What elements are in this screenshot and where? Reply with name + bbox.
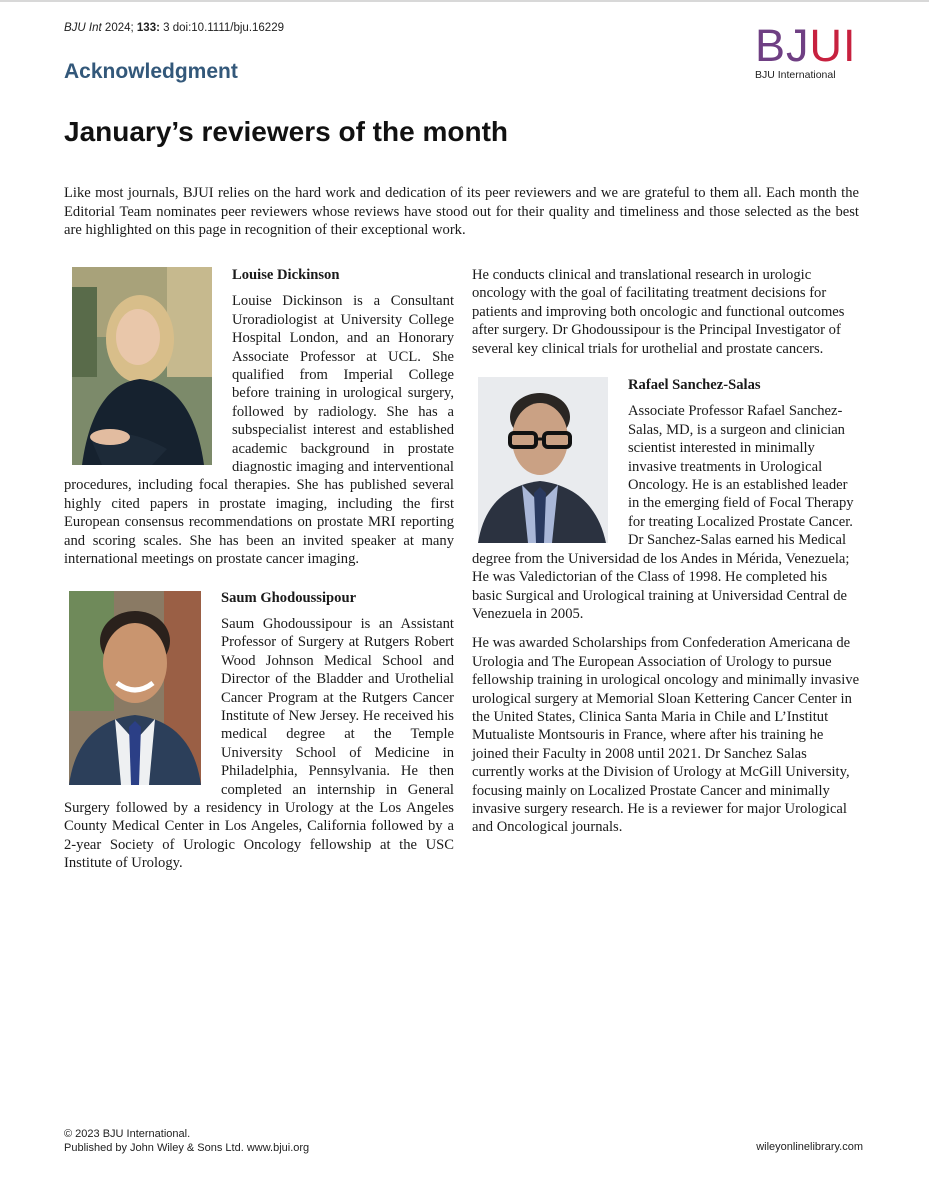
reviewer-photo-ghodoussipour — [69, 591, 201, 785]
reviewer-name: Rafael Sanchez-Salas — [628, 377, 761, 394]
footer-copyright — [64, 1127, 309, 1155]
reviewer-photo-sanchez-salas — [478, 377, 608, 543]
citation-volume: 133: — [136, 22, 160, 34]
journal-abbr: BJU Int — [64, 22, 102, 34]
reviewer-bio: Louise Dickinson is a Consultant Uroradiologist at University College Hospital London, and an Honorary Associate Professor at UCL. She qualified from Imperial College before training in urological surgery, followed by radiology. She has a subspecialist interest and established academic background in prostate diagnostic imaging and interventional procedures, including focal therapies. She has published several highly cited papers in prostate imaging, including the first European consensus recommendations on prostate MRI reporting and scoring scales. She has been an invited speaker at many international meetings on prostate cancer imaging. — [64, 293, 454, 568]
bjui-logo-mark: BJUI — [755, 20, 857, 71]
citation-year: 2024; — [104, 22, 134, 34]
bjui-logo-subtitle: BJU International — [755, 69, 836, 81]
section-label: Acknowledgment — [64, 60, 238, 83]
bjui-logo — [755, 22, 865, 82]
left-column — [64, 266, 454, 873]
reviewer-entry-sanchez-salas — [472, 376, 860, 837]
reviewer-bio-part-2: He was awarded Scholarships from Confederation Americana de Urologia and The European Association of Urology to pursue fellowship training in urological oncology and minimally invasive urological surgery at Memorial Sloan Kettering Cancer Center in the United States, Clinica Santa Maria in Chile and L’Institut Mutualiste Montsouris in France, where after his training he joined their Faculty in 2008 until 2021. Dr Sanchez Salas currently works at the Division of Urology at McGill University, focusing mainly on Localized Prostate Cancer and minimally invasive surgery research. He is a reviewer for major Urological and Oncological journals. — [472, 635, 860, 836]
reviewer-bio: Saum Ghodoussipour is an Assistant Professor of Surgery at Rutgers Robert Wood Johnson Medical School and Director of the Bladder and Urothelial Cancer Program at the Rutgers Cancer Institute of New Jersey. He received his medical degree at the Temple University School of Medicine in Philadelphia, Pennsylvania. He then completed an internship in General Surgery followed by a residency in Urology at the Los Angeles County Medical Center in Los Angeles, California followed by a 2-year Society of Urologic Oncology fellowship at the USC Institute of Urology. — [64, 615, 454, 872]
reviewer-name: Louise Dickinson — [232, 267, 340, 283]
reviewer-entry-dickinson — [64, 266, 454, 569]
reviewer-name: Saum Ghodoussipour — [221, 589, 357, 606]
page-title: January’s reviewers of the month — [64, 116, 508, 147]
right-column — [472, 266, 860, 837]
reviewer-bio-continued: He conducts clinical and translational research in urologic oncology with the goal of facilitating treatment decisions for patients and improving both oncologic and functional outcomes after surgery. Dr Ghodoussipour is the Principal Investigator of several key clinical trials for urothelial and prostate cancers. — [472, 267, 845, 357]
intro-paragraph: Like most journals, BJUI relies on the hard work and dedication of its peer reviewers and we are grateful to them all. Each month the Editorial Team nominates peer reviewers whose reviews have stood out for their quality and timeliness and those selected as the best are highlighted on this page in recognition of their exceptional work. — [64, 185, 859, 239]
copyright-text: © 2023 BJU International. — [64, 1128, 191, 1140]
reviewer-bio: Associate Professor Rafael Sanchez-Salas, MD, is a surgeon and clinician scientist interested in minimally invasive treatments in Urological Oncology. He is an established leader in the emerging field of Focal Therapy for treating Localized Prostate Cancer. Dr Sanchez-Salas earned his Medical degree from the Universidad de los Andes in Mérida, Venezuela; He was Valedictorian of the Class of 1998. He completed his basic Surgical and Urological training at Universidad Central de Venezuela in 2005. — [472, 403, 854, 622]
reviewer-entry-ghodoussipour — [64, 589, 454, 873]
citation-doi: 3 doi:10.1111/bju.16229 — [163, 22, 284, 34]
citation-line — [64, 22, 284, 34]
publisher-text: Published by John Wiley & Sons Ltd. www.bjui.org — [64, 1142, 310, 1154]
reviewer-photo-dickinson — [72, 267, 212, 465]
footer-website: wileyonlinelibrary.com — [756, 1141, 863, 1153]
page-top-border — [0, 0, 929, 2]
